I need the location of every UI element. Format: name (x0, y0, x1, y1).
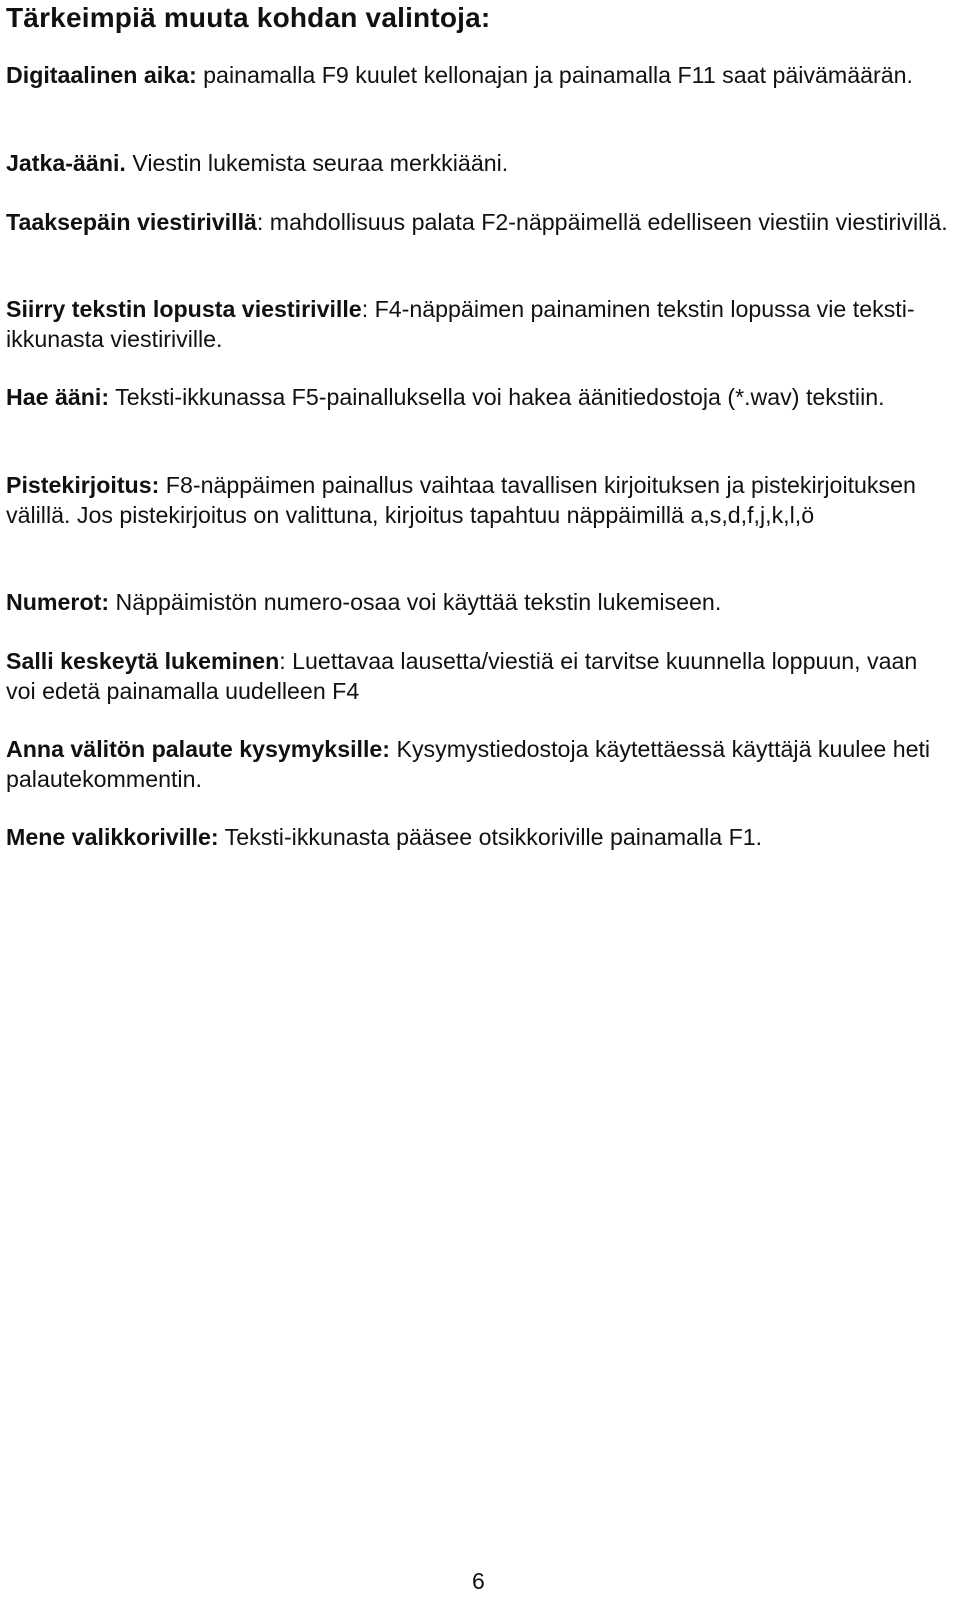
option-term: Digitaalinen aika: (6, 62, 197, 88)
option-digital-time (6, 61, 951, 91)
option-term: Mene valikkoriville: (6, 824, 219, 850)
option-back-in-message-line (6, 208, 951, 238)
option-term: Pistekirjoitus: (6, 472, 160, 498)
page-heading: Tärkeimpiä muuta kohdan valintoja: (6, 2, 491, 33)
option-description: Teksti-ikkunassa F5-painalluksella voi hakea äänitiedostoja (*.wav) tekstiin. (109, 384, 885, 410)
option-move-to-message-line (6, 295, 951, 354)
option-description: F8-näppäimen painallus vaihtaa tavallisen kirjoituksen ja pistekirjoituksen välillä. Jos pistekirjoitus on valittuna, kirjoitus tapahtuu näppäimillä a,s,d,f,j,k,l,ö (6, 472, 916, 528)
option-term: Siirry tekstin lopusta viestiriville (6, 296, 362, 322)
page-number: 6 (472, 1568, 485, 1594)
option-continue-sound (6, 149, 951, 179)
option-description: painamalla F9 kuulet kellonajan ja painamalla F11 saat päivämäärän. (196, 62, 913, 88)
option-description: Teksti-ikkunasta pääsee otsikkoriville painamalla F1. (218, 824, 763, 850)
option-term: Numerot: (6, 589, 110, 615)
option-term: Hae ääni: (6, 384, 110, 410)
option-description: : Luettavaa lausetta/viestiä ei tarvitse kuunnella loppuun, vaan voi edetä painamalla uudelleen F4 (6, 648, 918, 704)
option-numbers (6, 588, 951, 618)
option-term: Taaksepäin viestirivillä (6, 209, 257, 235)
option-term: Salli keskeytä lukeminen (6, 648, 280, 674)
option-allow-interrupt-reading (6, 647, 951, 706)
option-term: Jatka-ääni. (6, 150, 126, 176)
option-braille (6, 471, 951, 530)
option-term: Anna välitön palaute kysymyksille: (6, 736, 391, 762)
option-description: : F4-näppäimen painaminen tekstin lopussa vie teksti-ikkunasta viestiriville. (6, 296, 915, 352)
option-description: : mahdollisuus palata F2-näppäimellä edelliseen viestiin viestirivillä. (256, 209, 948, 235)
option-description: Viestin lukemista seuraa merkkiääni. (125, 150, 509, 176)
option-description: Näppäimistön numero-osaa voi käyttää tekstin lukemiseen. (109, 589, 722, 615)
option-go-to-menu-line (6, 823, 951, 853)
option-immediate-feedback (6, 735, 951, 794)
option-fetch-sound (6, 383, 951, 413)
option-description: Kysymystiedostoja käytettäessä käyttäjä kuulee heti palautekommentin. (6, 736, 931, 792)
